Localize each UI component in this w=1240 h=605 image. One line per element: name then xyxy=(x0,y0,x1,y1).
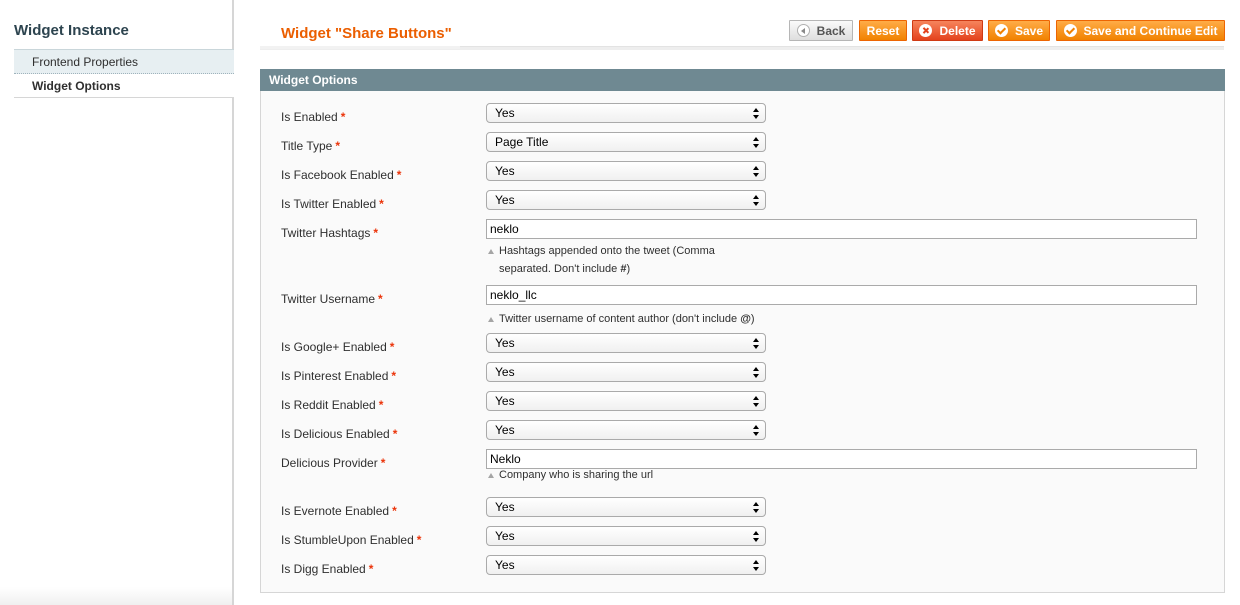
select-arrows-icon xyxy=(753,338,760,349)
sidebar-shadow xyxy=(0,587,232,605)
field-label: Twitter Username * xyxy=(281,292,383,306)
delete-button-label: Delete xyxy=(939,23,976,38)
field-label: Is Evernote Enabled * xyxy=(281,504,397,518)
field-label: Delicious Provider * xyxy=(281,456,386,470)
save-and-continue-button[interactable] xyxy=(1056,20,1225,41)
back-button[interactable] xyxy=(789,20,853,41)
field-label: Is Delicious Enabled * xyxy=(281,427,398,441)
delete-icon xyxy=(919,24,932,37)
is-stumbleupon-enabled-select[interactable]: Yes xyxy=(486,526,766,546)
field-label: Is Reddit Enabled * xyxy=(281,398,384,412)
required-marker: * xyxy=(368,562,374,576)
field-note: Hashtags appended onto the tweet (Comma separated. Don't include #) xyxy=(488,242,715,278)
required-marker: * xyxy=(392,504,397,518)
required-marker: * xyxy=(392,427,398,441)
tab-widget-options[interactable]: Widget Options xyxy=(14,74,234,98)
select-arrows-icon xyxy=(753,108,760,119)
select-arrows-icon xyxy=(753,425,760,436)
required-marker: * xyxy=(373,226,379,240)
title-divider xyxy=(260,46,1224,50)
select-arrows-icon xyxy=(753,560,760,571)
field-label: Is Facebook Enabled * xyxy=(281,168,402,182)
required-marker: * xyxy=(335,139,341,153)
field-label: Title Type * xyxy=(281,139,341,153)
sidebar-tabs xyxy=(14,49,234,98)
widget-options-fieldset xyxy=(260,91,1225,593)
required-marker: * xyxy=(379,197,384,211)
twitter-hashtags-input[interactable] xyxy=(486,219,1197,239)
checkmark-icon xyxy=(995,24,1008,37)
is-twitter-enabled-select[interactable]: Yes xyxy=(486,190,766,210)
select-arrows-icon xyxy=(753,502,760,513)
select-arrows-icon xyxy=(753,137,760,148)
select-arrows-icon xyxy=(753,166,760,177)
required-marker: * xyxy=(396,168,402,182)
select-arrows-icon xyxy=(753,367,760,378)
required-marker: * xyxy=(389,340,395,354)
required-marker: * xyxy=(378,292,383,306)
required-marker: * xyxy=(378,398,384,412)
sidebar xyxy=(0,0,234,605)
save-button[interactable] xyxy=(988,20,1050,41)
is-reddit-enabled-select[interactable]: Yes xyxy=(486,391,766,411)
tab-frontend-properties[interactable]: Frontend Properties xyxy=(14,50,234,74)
select-arrows-icon xyxy=(753,396,760,407)
required-marker: * xyxy=(416,533,422,547)
select-arrows-icon xyxy=(753,195,760,206)
save-button-label: Save xyxy=(1014,23,1044,38)
is-evernote-enabled-select[interactable]: Yes xyxy=(486,497,766,517)
fieldset-header: Widget Options xyxy=(260,69,1225,91)
field-label: Is Enabled * xyxy=(281,110,346,124)
required-marker: * xyxy=(340,110,346,124)
required-marker: * xyxy=(391,369,397,383)
field-label: Is Twitter Enabled * xyxy=(281,197,384,211)
is-pinterest-enabled-select[interactable]: Yes xyxy=(486,362,766,382)
field-label: Is Pinterest Enabled * xyxy=(281,369,397,383)
field-note: Twitter username of content author (don't include @) xyxy=(488,310,755,328)
is-googleplus-enabled-select[interactable]: Yes xyxy=(486,333,766,353)
field-label: Is Google+ Enabled * xyxy=(281,340,395,354)
is-facebook-enabled-select[interactable]: Yes xyxy=(486,161,766,181)
checkmark-icon xyxy=(1064,24,1077,37)
sidebar-title: Widget Instance xyxy=(14,22,129,39)
field-label: Twitter Hashtags * xyxy=(281,226,379,240)
is-delicious-enabled-select[interactable]: Yes xyxy=(486,420,766,440)
twitter-username-input[interactable] xyxy=(486,285,1197,305)
back-button-label: Back xyxy=(816,23,846,38)
reset-button-label: Reset xyxy=(866,23,900,38)
field-note: Company who is sharing the url xyxy=(488,466,653,484)
field-label: Is StumbleUpon Enabled * xyxy=(281,533,422,547)
select-arrows-icon xyxy=(753,531,760,542)
title-type-select[interactable]: Page Title xyxy=(486,132,766,152)
reset-button[interactable] xyxy=(859,20,907,41)
is-enabled-select[interactable]: Yes xyxy=(486,103,766,123)
page-title: Widget "Share Buttons" xyxy=(281,25,452,42)
required-marker: * xyxy=(380,456,386,470)
is-digg-enabled-select[interactable]: Yes xyxy=(486,555,766,575)
back-arrow-icon xyxy=(797,24,810,37)
save-and-continue-button-label: Save and Continue Edit xyxy=(1083,23,1218,38)
field-label: Is Digg Enabled * xyxy=(281,562,374,576)
delete-button[interactable] xyxy=(912,20,983,41)
